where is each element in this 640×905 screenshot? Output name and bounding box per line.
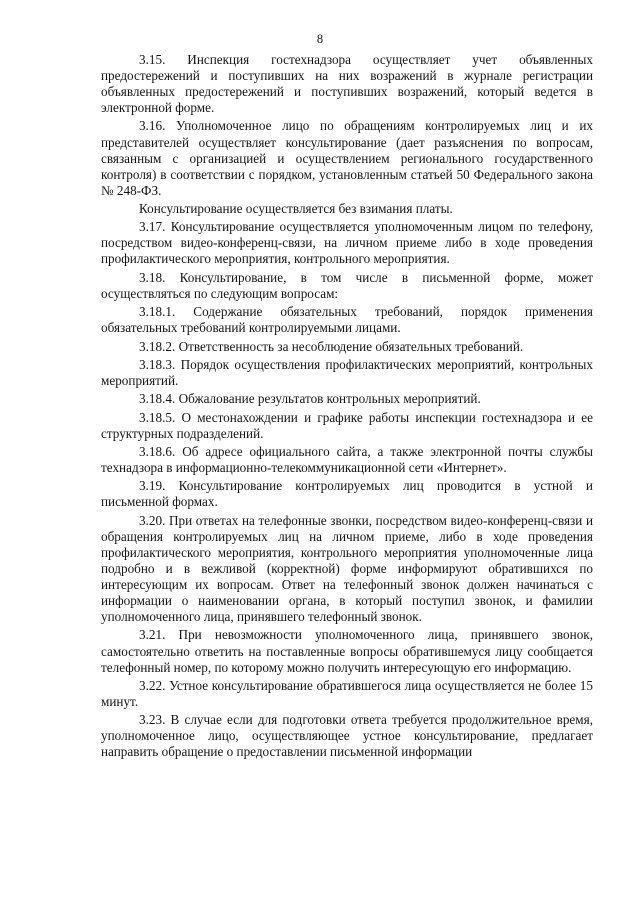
paragraph-free-consulting: Консультирование осуществляется без взимания платы. xyxy=(139,201,453,217)
paragraph-3-18-2: 3.18.2. Ответственность за несоблюдение обязательных требований. xyxy=(139,338,524,354)
paragraph-3-19: 3.19. Консультирование контролируемых лиц проводится в устной и письменной формах. xyxy=(101,478,593,510)
page-number: 8 xyxy=(316,32,324,46)
paragraph-3-18-3: 3.18.3. Порядок осуществления профилактических мероприятий, контрольных мероприятий. xyxy=(101,356,593,388)
paragraph-3-18: 3.18. Консультирование, в том числе в письменной форме, может осуществляться по следующим вопросам: xyxy=(101,269,593,301)
paragraph-3-15: 3.15. Инспекция гостехнадзора осуществляет учет объявленных предостережений и поступивших на них возражений в журнале регистрации объявленных предостережений и поступивших возражений, который ведется в электронной форме. xyxy=(101,52,593,116)
document-body xyxy=(101,52,593,760)
paragraph-3-17: 3.17. Консультирование осуществляется уполномоченным лицом по телефону, посредством видео-конференц-связи, на личном приеме либо в ходе проведения профилактического мероприятия, контрольного мероприятия. xyxy=(101,219,593,267)
paragraph-3-23: 3.23. В случае если для подготовки ответа требуется продолжительное время, уполномоченное лицо, осуществляющее устное консультирование, предлагает направить обращение о предоставлении письменной информации xyxy=(101,712,593,760)
paragraph-3-18-6: 3.18.6. Об адресе официального сайта, а также электронной почты службы технадзора в информационно-телекоммуникационной сети «Интернет». xyxy=(101,444,593,476)
paragraph-3-16: 3.16. Уполномоченное лицо по обращениям контролируемых лиц и их представителей осуществляет консультирование (дает разъяснения по вопросам, связанным с организацией и осуществлением регионального государственного контроля) в соответствии с порядком, установленным статьей 50 Федерального закона № 248-ФЗ. xyxy=(101,118,593,198)
paragraph-3-21: 3.21. При невозможности уполномоченного лица, принявшего звонок, самостоятельно ответить на поставленные вопросы обратившемуся лицу сообщается телефонный номер, по которому можно получить интересующую его информацию. xyxy=(101,627,593,675)
paragraph-3-18-4: 3.18.4. Обжалование результатов контрольных мероприятий. xyxy=(139,391,481,407)
paragraph-3-22: 3.22. Устное консультирование обратившегося лица осуществляется не более 15 минут. xyxy=(101,677,593,709)
paragraph-3-20: 3.20. При ответах на телефонные звонки, посредством видео-конференц-связи и обращения контролируемых лиц на личном приеме, либо в ходе проведения профилактического мероприятия, контрольного мероприятия уполномоченные лица подробно и в вежливой (корректной) форме информируют обратившихся по интересующим их вопросам. Ответ на телефонный звонок должен начинаться с информации о наименовании органа, в который поступил звонок, и фамилии уполномоченного лица, принявшего телефонный звонок. xyxy=(101,512,593,625)
paragraph-3-18-5: 3.18.5. О местонахождении и графике работы инспекции гостехнадзора и ее структурных подразделений. xyxy=(101,409,593,441)
paragraph-3-18-1: 3.18.1. Содержание обязательных требований, порядок применения обязательных требований контролируемыми лицами. xyxy=(101,304,593,336)
